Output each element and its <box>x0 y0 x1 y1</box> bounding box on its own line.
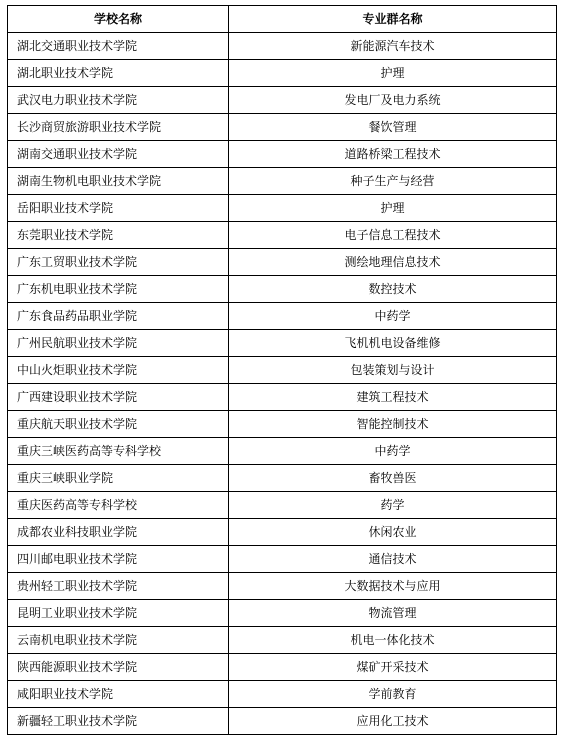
major-group-cell: 电子信息工程技术 <box>229 222 557 249</box>
school-name-cell: 东莞职业技术学院 <box>8 222 229 249</box>
major-group-cell: 新能源汽车技术 <box>229 33 557 60</box>
major-group-cell: 道路桥梁工程技术 <box>229 141 557 168</box>
table-row <box>8 384 557 411</box>
major-group-cell: 数控技术 <box>229 276 557 303</box>
table-row <box>8 411 557 438</box>
school-name-cell: 岳阳职业技术学院 <box>8 195 229 222</box>
school-name-cell: 湖南交通职业技术学院 <box>8 141 229 168</box>
table-row <box>8 222 557 249</box>
table-row <box>8 492 557 519</box>
table-row <box>8 681 557 708</box>
school-name-cell: 重庆医药高等专科学校 <box>8 492 229 519</box>
school-name-cell: 广州民航职业技术学院 <box>8 330 229 357</box>
table-row <box>8 357 557 384</box>
table-body <box>8 33 557 735</box>
major-group-cell: 智能控制技术 <box>229 411 557 438</box>
major-group-cell: 发电厂及电力系统 <box>229 87 557 114</box>
major-group-cell: 测绘地理信息技术 <box>229 249 557 276</box>
table-row <box>8 330 557 357</box>
major-group-cell: 种子生产与经营 <box>229 168 557 195</box>
school-name-cell: 昆明工业职业技术学院 <box>8 600 229 627</box>
school-name-cell: 贵州轻工职业技术学院 <box>8 573 229 600</box>
school-name-cell: 新疆轻工职业技术学院 <box>8 708 229 735</box>
school-name-cell: 重庆三峡医药高等专科学校 <box>8 438 229 465</box>
major-group-cell: 中药学 <box>229 438 557 465</box>
table-row <box>8 303 557 330</box>
school-name-cell: 重庆航天职业技术学院 <box>8 411 229 438</box>
table-row <box>8 33 557 60</box>
school-name-header: 学校名称 <box>8 6 229 33</box>
table-row <box>8 708 557 735</box>
table-row <box>8 600 557 627</box>
table-row <box>8 465 557 492</box>
school-name-cell: 重庆三峡职业学院 <box>8 465 229 492</box>
table-row <box>8 114 557 141</box>
major-group-cell: 中药学 <box>229 303 557 330</box>
school-major-table <box>7 5 557 735</box>
table-row <box>8 573 557 600</box>
school-name-cell: 陕西能源职业技术学院 <box>8 654 229 681</box>
school-name-cell: 湖北职业技术学院 <box>8 60 229 87</box>
table-row <box>8 519 557 546</box>
table-row <box>8 627 557 654</box>
major-group-cell: 护理 <box>229 195 557 222</box>
table-header-row <box>8 6 557 33</box>
table-row <box>8 276 557 303</box>
major-group-cell: 畜牧兽医 <box>229 465 557 492</box>
major-group-cell: 休闲农业 <box>229 519 557 546</box>
table-row <box>8 141 557 168</box>
school-name-cell: 广东机电职业技术学院 <box>8 276 229 303</box>
major-group-cell: 包装策划与设计 <box>229 357 557 384</box>
major-group-cell: 药学 <box>229 492 557 519</box>
major-group-cell: 通信技术 <box>229 546 557 573</box>
major-group-cell: 大数据技术与应用 <box>229 573 557 600</box>
major-group-header: 专业群名称 <box>229 6 557 33</box>
school-name-cell: 广西建设职业技术学院 <box>8 384 229 411</box>
major-group-cell: 机电一体化技术 <box>229 627 557 654</box>
school-name-cell: 广东工贸职业技术学院 <box>8 249 229 276</box>
school-name-cell: 中山火炬职业技术学院 <box>8 357 229 384</box>
school-name-cell: 咸阳职业技术学院 <box>8 681 229 708</box>
major-group-cell: 餐饮管理 <box>229 114 557 141</box>
major-group-cell: 应用化工技术 <box>229 708 557 735</box>
school-name-cell: 湖南生物机电职业技术学院 <box>8 168 229 195</box>
table-row <box>8 168 557 195</box>
table-row <box>8 60 557 87</box>
school-name-cell: 湖北交通职业技术学院 <box>8 33 229 60</box>
school-name-cell: 成都农业科技职业学院 <box>8 519 229 546</box>
school-name-cell: 四川邮电职业技术学院 <box>8 546 229 573</box>
table-row <box>8 87 557 114</box>
major-group-cell: 物流管理 <box>229 600 557 627</box>
table-row <box>8 195 557 222</box>
major-group-cell: 学前教育 <box>229 681 557 708</box>
table-row <box>8 249 557 276</box>
school-name-cell: 武汉电力职业技术学院 <box>8 87 229 114</box>
school-name-cell: 云南机电职业技术学院 <box>8 627 229 654</box>
school-name-cell: 广东食品药品职业学院 <box>8 303 229 330</box>
table-row <box>8 438 557 465</box>
table-row <box>8 654 557 681</box>
major-group-cell: 飞机机电设备维修 <box>229 330 557 357</box>
table-row <box>8 546 557 573</box>
major-group-cell: 煤矿开采技术 <box>229 654 557 681</box>
school-name-cell: 长沙商贸旅游职业技术学院 <box>8 114 229 141</box>
major-group-cell: 护理 <box>229 60 557 87</box>
major-group-cell: 建筑工程技术 <box>229 384 557 411</box>
